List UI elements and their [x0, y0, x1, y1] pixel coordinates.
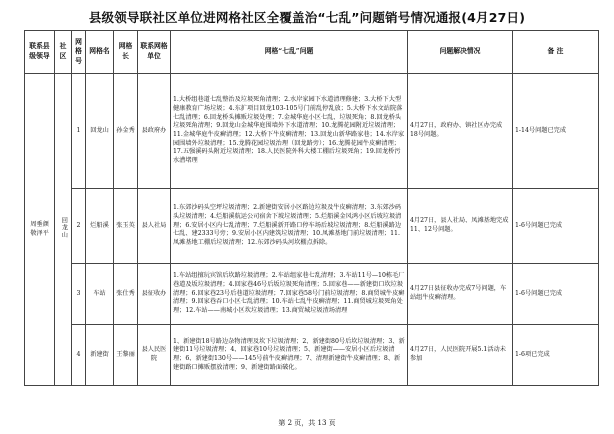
report-table — [24, 30, 599, 386]
grid-name-cell: 车站 — [86, 264, 114, 325]
unit-cell: 县人社局 — [138, 189, 171, 264]
grid-no-cell: 3 — [72, 264, 86, 325]
community-label: 回龙山 — [60, 216, 68, 239]
header-grid-no: 网格号 — [72, 31, 86, 74]
remark-cell: 1-6项已完成 — [513, 325, 599, 386]
resolution-cell: 4月27日，县人社局、凤滩基地完成11、12号问题。 — [408, 189, 513, 264]
unit-cell: 县征收办 — [138, 264, 171, 325]
table-row — [25, 264, 599, 325]
document-title: 县级领导联社区单位进网格社区全覆盖治“七乱”问题销号情况通报(4月27日) — [88, 10, 526, 25]
header-leader: 联系县级领导 — [25, 31, 55, 74]
table-row — [25, 325, 599, 386]
leader-cell: 周垂颜 敬泽平 — [25, 74, 55, 386]
resolution-cell: 4月27日，人民医院开展5.1活动未参加 — [408, 325, 513, 386]
remark-cell: 1-6号问题已完成 — [513, 189, 599, 264]
header-grid-name: 网格名 — [86, 31, 114, 74]
header-resolution: 问题解决情况 — [408, 31, 513, 74]
table-row — [25, 189, 599, 264]
grid-head-cell: 张玉英 — [114, 189, 138, 264]
header-grid-head: 网格长 — [114, 31, 138, 74]
header-problems: 网格“七乱”问题 — [171, 31, 408, 74]
resolution-cell: 4月27日县征收办完成7号问题，车站组牛皮癣清理。 — [408, 264, 513, 325]
grid-no-cell: 1 — [72, 74, 86, 189]
remark-cell: 1-6号问题已完成 — [513, 264, 599, 325]
community-cell — [55, 74, 72, 386]
table-row — [25, 74, 599, 189]
header-unit: 联系网格单位 — [138, 31, 171, 74]
page-footer: 第 2 页，共 13 页 — [278, 419, 336, 427]
resolution-cell: 4月27日，政府办、镇社区办完成18号问题。 — [408, 74, 513, 189]
unit-cell: 县人民医院 — [138, 325, 171, 386]
header-remark: 备 注 — [513, 31, 599, 74]
grid-name-cell: 新建街 — [86, 325, 114, 386]
grid-head-cell: 王黎丽 — [114, 325, 138, 386]
grid-name-cell: 烂船溪 — [86, 189, 114, 264]
grid-no-cell: 4 — [72, 325, 86, 386]
problems-cell: 1.车站组擅玩宾馆后坎路垃圾清理；2.车站组家巷七乱清理；3.车站11号—10栋毛厂巷道及坂垃圾清理；4.回家巷46号后坂垃圾死角清理；5.回家巷——新建街口坎垃圾清理；6.回家巷23号后巷道垃圾清理；7.回家巷58号门前垃圾清理；8.商贸城牛皮癣清理；9.回家巷吞口小区七乱清理；10.车站七乱牛皮癣清理；11.商贸城垃圾死角处理；12.车站——南城小区坎垃圾清理；13.商贸城垃圾渣场清理 — [171, 264, 408, 325]
header-community: 社区 — [55, 31, 72, 74]
unit-cell: 县政府办 — [138, 74, 171, 189]
problems-cell: 1.大桥组巷道七乱整治及垃圾死角清理；2.水岸家园下水道清理修建；3.大桥下大型健康教育广场垃圾；4.东扩项目回龙103-105号门前乱停乱放；5.大桥下水文站院落七乱清理；6.回龙桥头摊贩垃圾处理；7.金城华庭小区七乱、垃圾死角；8.回龙桥头垃圾死角清理；9.回龙山金城华庭围墙外下水道清理；10.龙腾花园附近垃圾清理；11.金城华庭牛皮癣清理；12.大桥下牛皮癣清理；13.回龙山新华路家巷；14.水岸家园围墙外垃圾清理；15.龙腾花园垃圾治理（回龙路旁）；16.龙腾花园牛皮癣清理；17.五强溪码头附近垃圾清理；18.人民医院外科大楼工棚后垃圾死角；19.回龙桥污水漕堵理 — [171, 74, 408, 189]
grid-name-cell: 回龙山 — [86, 74, 114, 189]
grid-head-cell: 孙金秀 — [114, 74, 138, 189]
remark-cell: 1-14号问题已完成 — [513, 74, 599, 189]
problems-cell: 1.东郊沙码头空坪垃圾清理；2.新建街安居小区路边垃圾及牛皮癣清理；3.东郊沙码头垃圾清理；4.烂船溪航运公司宿舍下坡垃圾清理；5.烂船溪金风鸿小区后坡垃圾清理；6.安居小区内七乱清理；7.烂船溪新开路口停车场后坡垃圾清理；8.烂船溪路边七乱、建2333号旁；9.安居小区内建筑垃圾清理；10.凤滩基地门前垃圾清理；11.凤滩基地工棚后垃圾清理；12.东郊沙码头河坎棚点拆除。 — [171, 189, 408, 264]
header-row — [25, 31, 599, 74]
problems-cell: 1、新建街18号路边杂物清理及坎下垃圾清理；2、新建街80号后坎垃圾清理；3、新建街11号垃圾清理；4、回家巷10号垃圾清理；5、新建街——安居小区后垃圾清理；6、新建街130号——145号前牛皮癣清理；7、清理新建街牛皮癣清理；8、新建街路口摊贩摆放清理；9、新建街路面破化。 — [171, 325, 408, 386]
grid-head-cell: 张仕秀 — [114, 264, 138, 325]
grid-no-cell: 2 — [72, 189, 86, 264]
